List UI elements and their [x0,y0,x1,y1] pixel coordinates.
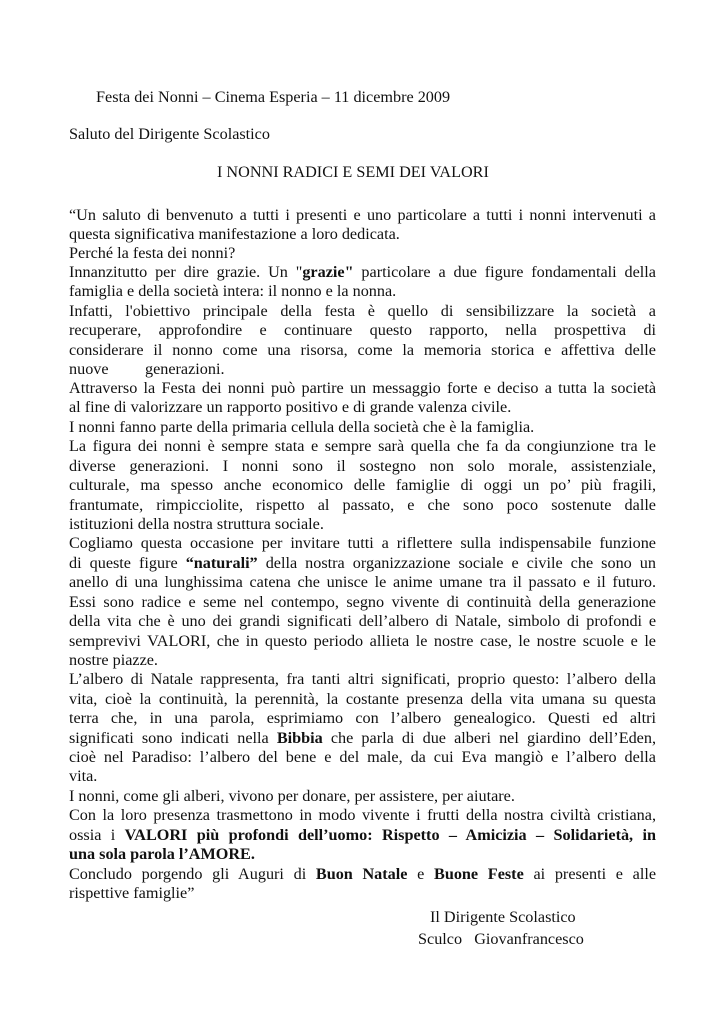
emphasis-bibbia: Bibbia [276,729,323,747]
text-line: I nonni fanno parte della primaria cellula della società che è la famiglia. [69,418,535,436]
text-segment: Concludo porgendo gli Auguri di [69,865,316,883]
text-line: frantumate, rimpicciolite, rispetto al passato, e che sono poco sostenute dalle [69,496,656,514]
text-segment: particolare a due figure fondamentali della [353,263,656,281]
text-line: Cogliamo questa occasione per invitare tutti a riflettere sulla indispensabile funzione [69,534,656,552]
text-line: La figura dei nonni è sempre stata e sempre sarà quella che fa da congiunzione tra le [69,437,656,455]
text-line: Essi sono radice e seme nel contempo, segno vivente di continuità della generazione [69,593,656,611]
text-line: culturale, ma spesso anche economico delle famiglie di oggi un po’ più fragili, [69,476,656,494]
text-line: nuove generazioni. [69,360,225,378]
text-line [69,865,656,884]
text-line: diverse generazioni. I nonni sono il sostegno non solo morale, assistenziale, [69,457,656,475]
text-line: Con la loro presenza trasmettono in modo vivente i frutti della nostra civiltà cristiana, [69,806,656,824]
text-line: vita. [69,767,98,785]
emphasis-naturali: “naturali” [185,554,258,572]
text-line: nostre piazze. [69,651,158,669]
text-line [69,729,656,748]
text-line: anello di una lunghissima catena che unisce le anime umane tra il passato e il futuro. [69,573,656,591]
text-line: terra che, in una parola, esprimiamo con l’albero genealogico. Questi ed altri [69,709,656,727]
emphasis-amore: una sola parola l’AMORE. [69,845,255,863]
text-line: I nonni, come gli alberi, vivono per donare, per assistere, per aiutare. [69,787,515,805]
signature-role: Il Dirigente Scolastico [430,908,576,926]
text-line [69,826,656,845]
text-line: considerare il nonno come una risorsa, come la memoria storica e affettiva delle [69,341,656,359]
signature-name: Sculco Giovanfrancesco [418,930,584,948]
text-line: istituzioni della nostra struttura sociale. [69,515,324,533]
text-segment: ossia i [69,826,125,844]
text-line: Perché la festa dei nonni? [69,244,236,262]
text-segment: e [407,865,435,883]
emphasis-buone-feste: Buone Feste [434,865,524,883]
text-line: questa significativa manifestazione a loro dedicata. [69,225,400,243]
text-line: Infatti, l'obiettivo principale della festa è quello di sensibilizzare la società a [69,302,656,320]
emphasis-grazie: grazie" [302,263,354,281]
text-segment: della nostra organizzazione sociale e civile che sono un [257,554,656,572]
text-segment: significati sono indicati nella [69,729,277,747]
text-line: Attraverso la Festa dei nonni può partire un messaggio forte e deciso a tutta la società [69,379,656,397]
emphasis-valori: VALORI più profondi dell’uomo: Rispetto – Amicizia – Solidarietà, in [124,826,656,844]
text-line: rispettive famiglie” [69,884,195,902]
text-segment: Innanzitutto per dire grazie. Un " [69,263,303,281]
event-line: Festa dei Nonni – Cinema Esperia – 11 dicembre 2009 [96,88,451,106]
text-line: “Un saluto di benvenuto a tutti i presenti e uno particolare a tutti i nonni intervenuti a [69,206,656,224]
text-segment: di queste figure [69,554,186,572]
text-line: vita, cioè la continuità, la perennità, la costante presenza della vita umana su questa [69,690,656,708]
text-line: recuperare, approfondire e continuare questo rapporto, nella prospettiva di [69,321,656,339]
text-line: famiglia e della società intera: il nonno e la nonna. [69,282,397,300]
text-segment: ai presenti e alle [523,865,657,883]
text-line [69,263,656,282]
text-segment: che parla di due alberi nel giardino dell’Eden, [322,729,656,747]
text-line: della vita che è uno dei grandi significati dell’albero di Natale, simbolo di profondi e [69,612,656,630]
text-line [69,554,656,573]
text-line [69,845,656,864]
text-line: semprevivi VALORI, che in questo periodo allieta le nostre case, le nostre scuole e le [69,632,656,650]
text-line: al fine di valorizzare un rapporto positivo e di grande valenza civile. [69,398,512,416]
emphasis-buon-natale: Buon Natale [315,865,408,883]
text-line: L’albero di Natale rappresenta, fra tanti altri significati, proprio questo: l’albero della [69,670,656,688]
document-title: I NONNI RADICI E SEMI DEI VALORI [217,163,489,181]
salutation: Saluto del Dirigente Scolastico [69,125,270,143]
text-line: cioè nel Paradiso: l’albero del bene e del male, da cui Eva mangiò e l’albero della [69,748,656,766]
